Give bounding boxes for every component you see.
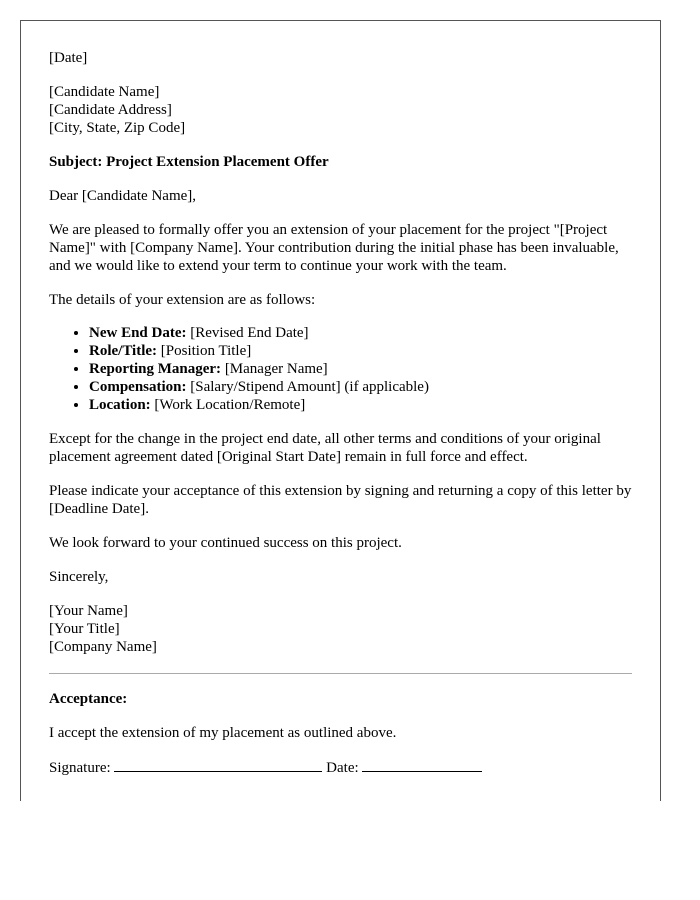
acceptance-statement: I accept the extension of my placement as outlined above. xyxy=(49,725,397,741)
detail-item-location xyxy=(89,396,632,414)
acceptance-request-paragraph: Please indicate your acceptance of this extension by signing and returning a copy of this letter by [Deadline Date]. xyxy=(49,483,632,517)
detail-value: [Revised End Date] xyxy=(186,325,309,341)
recipient-name: [Candidate Name] xyxy=(49,84,160,100)
terms-paragraph: Except for the change in the project end date, all other terms and conditions of your original placement agreement dated [Original Start Date] remain in full force and effect. xyxy=(49,431,601,465)
detail-value: [Salary/Stipend Amount] (if applicable) xyxy=(186,379,429,395)
sender-company: [Company Name] xyxy=(49,639,157,655)
letter-subject: Subject: Project Extension Placement Offer xyxy=(49,154,329,170)
letter-intro-paragraph: We are pleased to formally offer you an extension of your placement for the project "[Project Name]" with [Company Name]. Your contribution during the initial phase has been invaluable, and we would like to extend your term to continue your work with the team. xyxy=(49,222,619,274)
section-divider xyxy=(49,673,632,674)
date-label: Date: xyxy=(326,760,359,776)
signature-line[interactable] xyxy=(114,758,322,772)
acceptance-heading: Acceptance: xyxy=(49,691,128,707)
signature-row xyxy=(49,758,632,777)
detail-label: Reporting Manager: xyxy=(89,361,222,377)
letter-page xyxy=(20,20,661,801)
recipient-address: [Candidate Address] xyxy=(49,102,172,118)
detail-item-end-date xyxy=(89,324,632,342)
sender-title: [Your Title] xyxy=(49,621,120,637)
detail-value: [Manager Name] xyxy=(221,361,328,377)
sender-block xyxy=(49,602,632,656)
date-line[interactable] xyxy=(362,758,482,772)
letter-greeting: Dear [Candidate Name], xyxy=(49,188,197,204)
detail-value: [Work Location/Remote] xyxy=(150,397,306,413)
sign-off: Sincerely, xyxy=(49,569,109,585)
details-list xyxy=(49,324,632,414)
signature-label: Signature: xyxy=(49,760,111,776)
detail-label: Location: xyxy=(89,397,151,413)
detail-item-compensation xyxy=(89,378,632,396)
recipient-city-line: [City, State, Zip Code] xyxy=(49,120,186,136)
detail-label: New End Date: xyxy=(89,325,187,341)
detail-label: Role/Title: xyxy=(89,343,158,359)
detail-value: [Position Title] xyxy=(157,343,252,359)
detail-item-manager xyxy=(89,360,632,378)
recipient-address-block xyxy=(49,83,632,137)
closing-line: We look forward to your continued success on this project. xyxy=(49,535,402,551)
detail-item-role xyxy=(89,342,632,360)
details-intro: The details of your extension are as follows: xyxy=(49,292,316,308)
sender-name: [Your Name] xyxy=(49,603,128,619)
letter-date: [Date] xyxy=(49,50,88,66)
detail-label: Compensation: xyxy=(89,379,187,395)
